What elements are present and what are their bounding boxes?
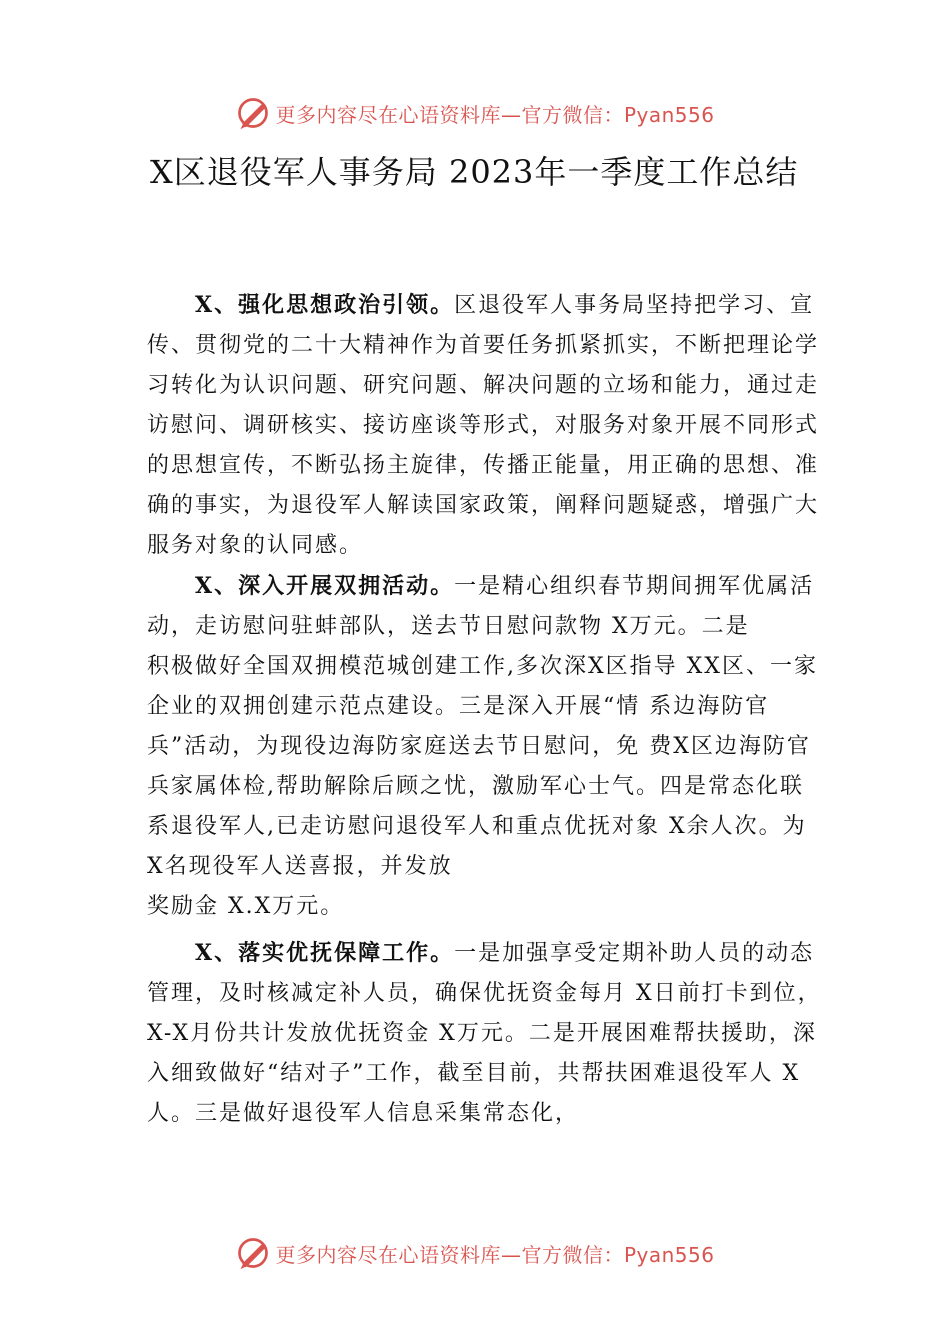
footer-watermark [0, 1235, 950, 1271]
pen-seal-icon [235, 95, 271, 131]
section-3 [147, 933, 823, 1134]
section-2-continued [147, 647, 823, 887]
watermark [235, 95, 714, 131]
section-3-text: 一是加强享受定期补助人员的动态管理，及时核减定补人员，确保优抚资金每月 X日前打卡到位，X-X月份共计发放优抚资金 X万元。二是开展困难帮扶援助，深入细致做好“结对子”工作，截至目前，共帮扶困难退役军人 X人。三是做好退役军人信息采集常态化， [147, 941, 822, 1126]
document-title: X区退役军人事务局 2023年一季度工作总结 [150, 153, 799, 191]
pen-seal-icon [235, 1235, 271, 1271]
section-1-text: 区退役军人事务局坚持把学习、宣传、贯彻党的二十大精神作为首要任务抓紧抓实，不断把理论学习转化为认识问题、研究问题、解决问题的立场和能力，通过走访慰问、调研核实、接访座谈等形式，对服务对象开展不同形式的思想宣传，不断弘扬主旋律，传播正能量，用正确的思想、准确的事实，为退役军人解读国家政策，阐释问题疑惑，增强广大服务对象的认同感。 [147, 293, 820, 558]
section-2-text-part2: 积极做好全国双拥模范城创建工作,多次深X区指导 XX区、一家企业的双拥创建示范点建设。三是深入开展“情 系边海防官兵”活动，为现役边海防家庭送去节日慰问，免 费X区边海防官兵家属体检,帮助解除后顾之忧，激励军心士气。四是常态化联系退役军人,已走访慰问退役军人和重点优抚对象 X余人次。为 X名现役军人送喜报，并发放 [147, 654, 818, 879]
section-2-text-part1: 一是精心组织春节期间拥军优属活动，走访慰问驻蚌部队，送去节日慰问款物 X万元。二是 [147, 574, 815, 639]
watermark-text: 更多内容尽在心语资料库—官方微信：Pyan556 [275, 102, 715, 127]
watermark [235, 1235, 714, 1271]
section-1-heading: X、强化思想政治引领。 [195, 292, 455, 318]
header-watermark [0, 95, 950, 131]
section-1 [147, 285, 823, 566]
section-2 [147, 566, 823, 647]
section-2-text-part3: 奖励金 X.X万元。 [147, 894, 345, 919]
document-body [147, 285, 823, 1134]
section-2-heading: X、深入开展双拥活动。 [195, 573, 455, 599]
watermark-text: 更多内容尽在心语资料库—官方微信：Pyan556 [275, 1242, 715, 1267]
section-3-heading: X、落实优抚保障工作。 [195, 940, 455, 966]
section-2-end [147, 887, 823, 927]
